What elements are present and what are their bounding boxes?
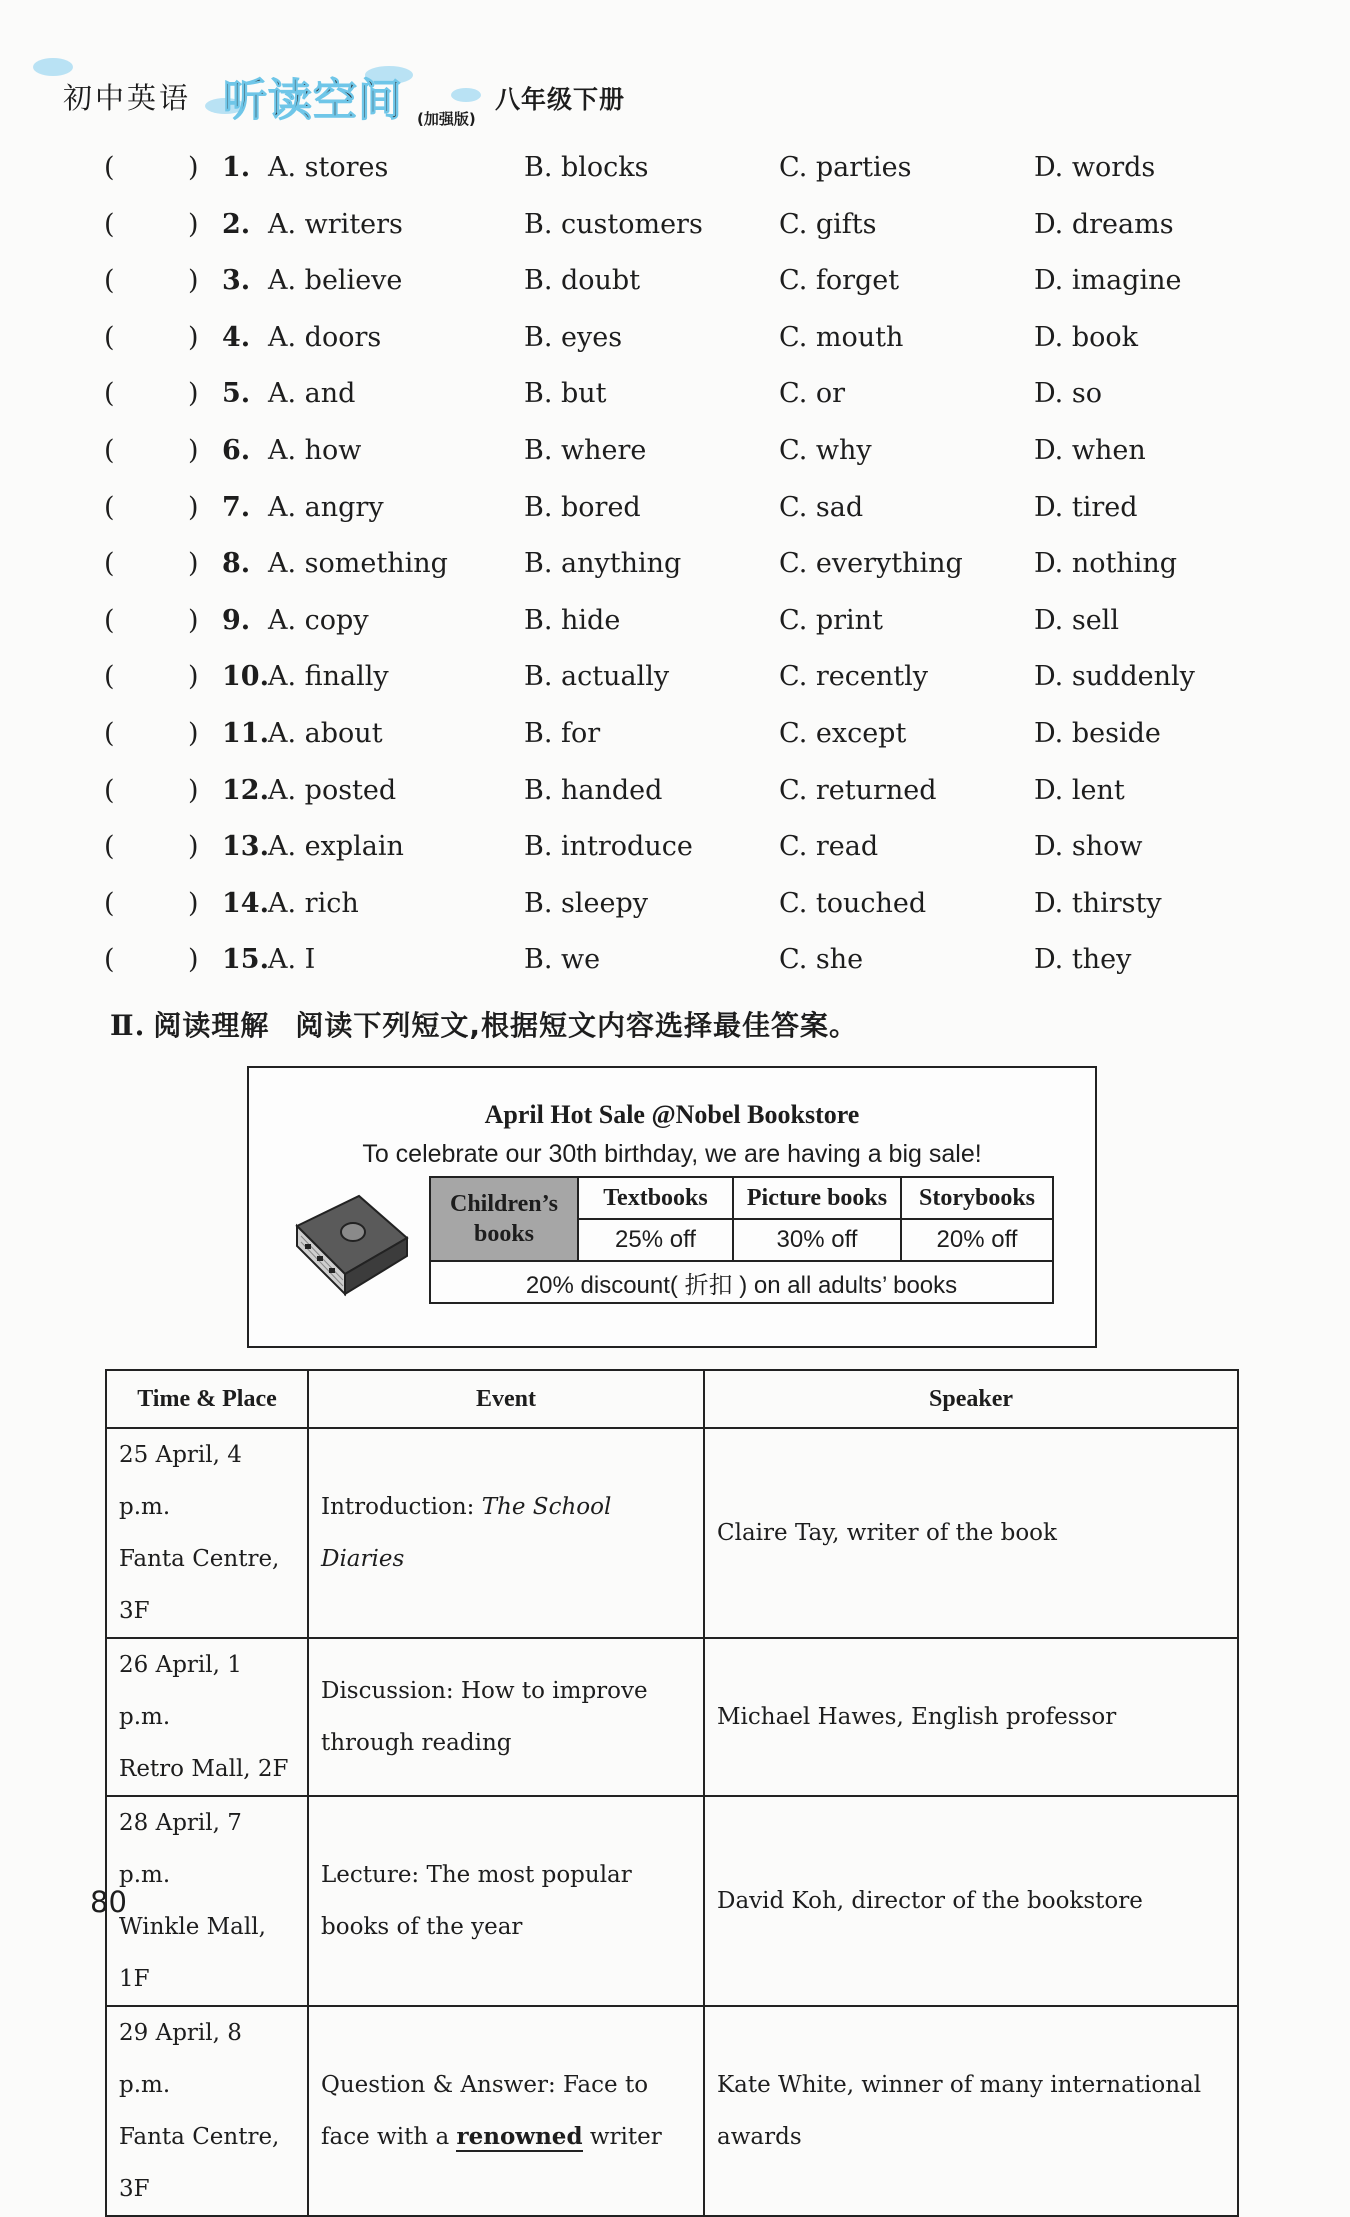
speaker-header: Speaker: [704, 1370, 1238, 1428]
option-b: B. where: [524, 434, 647, 466]
renowned-word: renowned: [456, 2123, 583, 2150]
option-d: D. tired: [1034, 491, 1138, 523]
answer-blank-close: ): [188, 887, 199, 919]
ad-subtitle: To celebrate our 30th birthday, we are having a big sale!: [362, 1140, 982, 1168]
question-number: 6.: [222, 434, 251, 466]
cloud-decoration: [451, 88, 481, 102]
question-number: 11.: [222, 717, 269, 749]
option-d: D. dreams: [1034, 208, 1174, 240]
speaker-cell: Kate White, winner of many international awards: [704, 2006, 1238, 2216]
brand-logo: 听读空间: [223, 75, 403, 126]
discount-table: [429, 1176, 1054, 1304]
option-a: A. doors: [268, 321, 382, 353]
option-b: B. for: [524, 717, 601, 749]
question-number: 15.: [222, 944, 269, 976]
question-number: 13.: [222, 831, 269, 863]
option-a: A. rich: [268, 887, 359, 919]
option-c: C. recently: [779, 661, 928, 693]
option-c: C. forget: [779, 265, 900, 297]
series-name: 初中英语: [63, 81, 192, 115]
option-a: A. writers: [268, 208, 403, 240]
textbooks-discount: 25% off: [578, 1219, 733, 1261]
option-c: C. she: [779, 944, 864, 976]
question-row: [100, 152, 1250, 209]
answer-blank-close: ): [188, 717, 199, 749]
question-row: [100, 265, 1250, 322]
option-d: D. lent: [1034, 774, 1125, 806]
question-number: 1.: [222, 152, 251, 183]
question-list: [100, 152, 1250, 1001]
section-title: 阅读理解: [153, 1009, 270, 1042]
question-row: [100, 605, 1250, 662]
answer-blank-open: (: [104, 717, 115, 749]
question-row: [100, 831, 1250, 888]
answer-blank-close: ): [188, 265, 199, 297]
answer-blank-open: (: [104, 661, 115, 693]
event-cell: Introduction: The School Diaries: [308, 1428, 704, 1638]
answer-blank-open: (: [104, 604, 115, 636]
question-row: [100, 661, 1250, 718]
answer-blank-open: (: [104, 887, 115, 919]
answer-blank-open: (: [104, 265, 115, 297]
answer-blank-open: (: [104, 208, 115, 240]
option-a: A. stores: [268, 152, 389, 183]
book-icon: [289, 1186, 413, 1306]
option-c: C. returned: [779, 774, 937, 806]
option-a: A. copy: [268, 604, 369, 636]
textbooks-header: Textbooks: [578, 1177, 733, 1219]
option-b: B. customers: [524, 208, 703, 240]
answer-blank-open: (: [104, 944, 115, 976]
question-row: [100, 775, 1250, 832]
option-c: C. parties: [779, 152, 912, 183]
option-a: A. believe: [268, 265, 403, 297]
option-c: C. read: [779, 831, 879, 863]
option-d: D. imagine: [1034, 265, 1182, 297]
event-cell: Lecture: The most popular books of the year: [308, 1796, 704, 2006]
picture-books-discount: 30% off: [733, 1219, 901, 1261]
answer-blank-close: ): [188, 434, 199, 466]
page-number: 80: [90, 1885, 127, 1919]
option-c: C. or: [779, 378, 846, 410]
storybooks-header: Storybooks: [901, 1177, 1053, 1219]
question-row: [100, 322, 1250, 379]
option-a: A. about: [268, 717, 383, 749]
option-d: D. thirsty: [1034, 887, 1162, 919]
answer-blank-open: (: [104, 321, 115, 353]
answer-blank-close: ): [188, 321, 199, 353]
question-row: [100, 378, 1250, 435]
speaker-cell: David Koh, director of the bookstore: [704, 1796, 1238, 2006]
question-number: 8.: [222, 548, 251, 580]
storybooks-discount: 20% off: [901, 1219, 1053, 1261]
option-c: C. touched: [779, 887, 927, 919]
option-c: C. mouth: [779, 321, 904, 353]
option-a: A. I: [268, 944, 316, 976]
answer-blank-close: ): [188, 208, 199, 240]
option-c: C. everything: [779, 548, 963, 580]
option-b: B. bored: [524, 491, 641, 523]
option-d: D. words: [1034, 152, 1156, 183]
question-row: [100, 209, 1250, 266]
question-number: 7.: [222, 491, 251, 523]
option-a: A. and: [268, 378, 356, 410]
edition-label: (加强版): [417, 110, 476, 128]
option-c: C. why: [779, 434, 872, 466]
option-b: B. actually: [524, 661, 670, 693]
speaker-cell: Claire Tay, writer of the book: [704, 1428, 1238, 1638]
option-c: C. print: [779, 604, 883, 636]
adult-discount: 20% discount( 折扣 ) on all adults’ books: [430, 1261, 1053, 1303]
option-b: B. handed: [524, 774, 663, 806]
time-place-cell: 25 April, 4 p.m. Fanta Centre, 3F: [106, 1428, 308, 1638]
answer-blank-open: (: [104, 491, 115, 523]
table-row: [106, 2006, 1238, 2216]
answer-blank-open: (: [104, 152, 115, 183]
answer-blank-close: ): [188, 604, 199, 636]
bookstore-ad: [247, 1066, 1097, 1348]
answer-blank-close: ): [188, 378, 199, 410]
question-number: 5.: [222, 378, 251, 410]
option-d: D. sell: [1034, 604, 1119, 636]
option-d: D. book: [1034, 321, 1139, 353]
answer-blank-close: ): [188, 548, 199, 580]
option-a: A. how: [268, 434, 362, 466]
question-number: 14.: [222, 887, 269, 919]
events-header-row: [106, 1370, 1238, 1428]
question-number: 12.: [222, 774, 269, 806]
question-row: [100, 435, 1250, 492]
option-b: B. hide: [524, 604, 621, 636]
option-a: A. explain: [268, 831, 404, 863]
section-instruction: 阅读下列短文,根据短文内容选择最佳答案。: [295, 1009, 859, 1042]
time-place-cell: 26 April, 1 p.m. Retro Mall, 2F: [106, 1638, 308, 1796]
option-b: B. blocks: [524, 152, 649, 183]
question-row: [100, 888, 1250, 945]
option-a: A. something: [268, 548, 448, 580]
answer-blank-close: ): [188, 831, 199, 863]
table-row: [106, 1428, 1238, 1638]
ad-title: April Hot Sale @Nobel Bookstore: [484, 1100, 860, 1129]
option-d: D. nothing: [1034, 548, 1178, 580]
question-row: [100, 548, 1250, 605]
option-d: D. so: [1034, 378, 1102, 410]
answer-blank-open: (: [104, 774, 115, 806]
answer-blank-close: ): [188, 774, 199, 806]
childrens-books-cell: Children’s books: [430, 1177, 578, 1261]
answer-blank-close: ): [188, 491, 199, 523]
answer-blank-close: ): [188, 152, 199, 183]
table-row: [106, 1796, 1238, 2006]
event-cell: Question & Answer: Face to face with a renowned writer: [308, 2006, 704, 2216]
event-header: Event: [308, 1370, 704, 1428]
question-number: 2.: [222, 208, 251, 240]
page-header: [55, 58, 655, 128]
question-row: [100, 718, 1250, 775]
option-d: D. show: [1034, 831, 1143, 863]
question-number: 10.: [222, 661, 269, 693]
picture-books-header: Picture books: [733, 1177, 901, 1219]
option-c: C. sad: [779, 491, 864, 523]
event-cell: Discussion: How to improve through reading: [308, 1638, 704, 1796]
question-number: 4.: [222, 321, 251, 353]
option-d: D. suddenly: [1034, 661, 1195, 693]
question-row: [100, 492, 1250, 549]
option-b: B. we: [524, 944, 601, 976]
cloud-decoration: [33, 58, 73, 76]
option-b: B. anything: [524, 548, 682, 580]
section-heading: [110, 1004, 858, 1044]
option-d: D. beside: [1034, 717, 1161, 749]
question-row: [100, 944, 1250, 1001]
option-c: C. gifts: [779, 208, 877, 240]
option-b: B. but: [524, 378, 607, 410]
answer-blank-open: (: [104, 548, 115, 580]
time-place-cell: 28 April, 7 p.m. Winkle Mall, 1F: [106, 1796, 308, 2006]
option-a: A. posted: [268, 774, 397, 806]
option-c: C. except: [779, 717, 907, 749]
table-row: [106, 1638, 1238, 1796]
grade-label: 八年级下册: [495, 85, 626, 114]
option-a: A. angry: [268, 491, 384, 523]
answer-blank-open: (: [104, 434, 115, 466]
time-place-header: Time & Place: [106, 1370, 308, 1428]
option-b: B. doubt: [524, 265, 641, 297]
section-number: Ⅱ.: [110, 1009, 146, 1042]
question-number: 9.: [222, 604, 251, 636]
option-b: B. eyes: [524, 321, 623, 353]
answer-blank-close: ): [188, 661, 199, 693]
speaker-cell: Michael Hawes, English professor: [704, 1638, 1238, 1796]
time-place-cell: 29 April, 8 p.m. Fanta Centre, 3F: [106, 2006, 308, 2216]
question-number: 3.: [222, 265, 251, 297]
answer-blank-open: (: [104, 378, 115, 410]
answer-blank-close: ): [188, 944, 199, 976]
answer-blank-open: (: [104, 831, 115, 863]
events-table: [105, 1369, 1239, 2217]
option-b: B. introduce: [524, 831, 693, 863]
option-b: B. sleepy: [524, 887, 648, 919]
option-d: D. they: [1034, 944, 1132, 976]
option-a: A. finally: [268, 661, 389, 693]
option-d: D. when: [1034, 434, 1146, 466]
